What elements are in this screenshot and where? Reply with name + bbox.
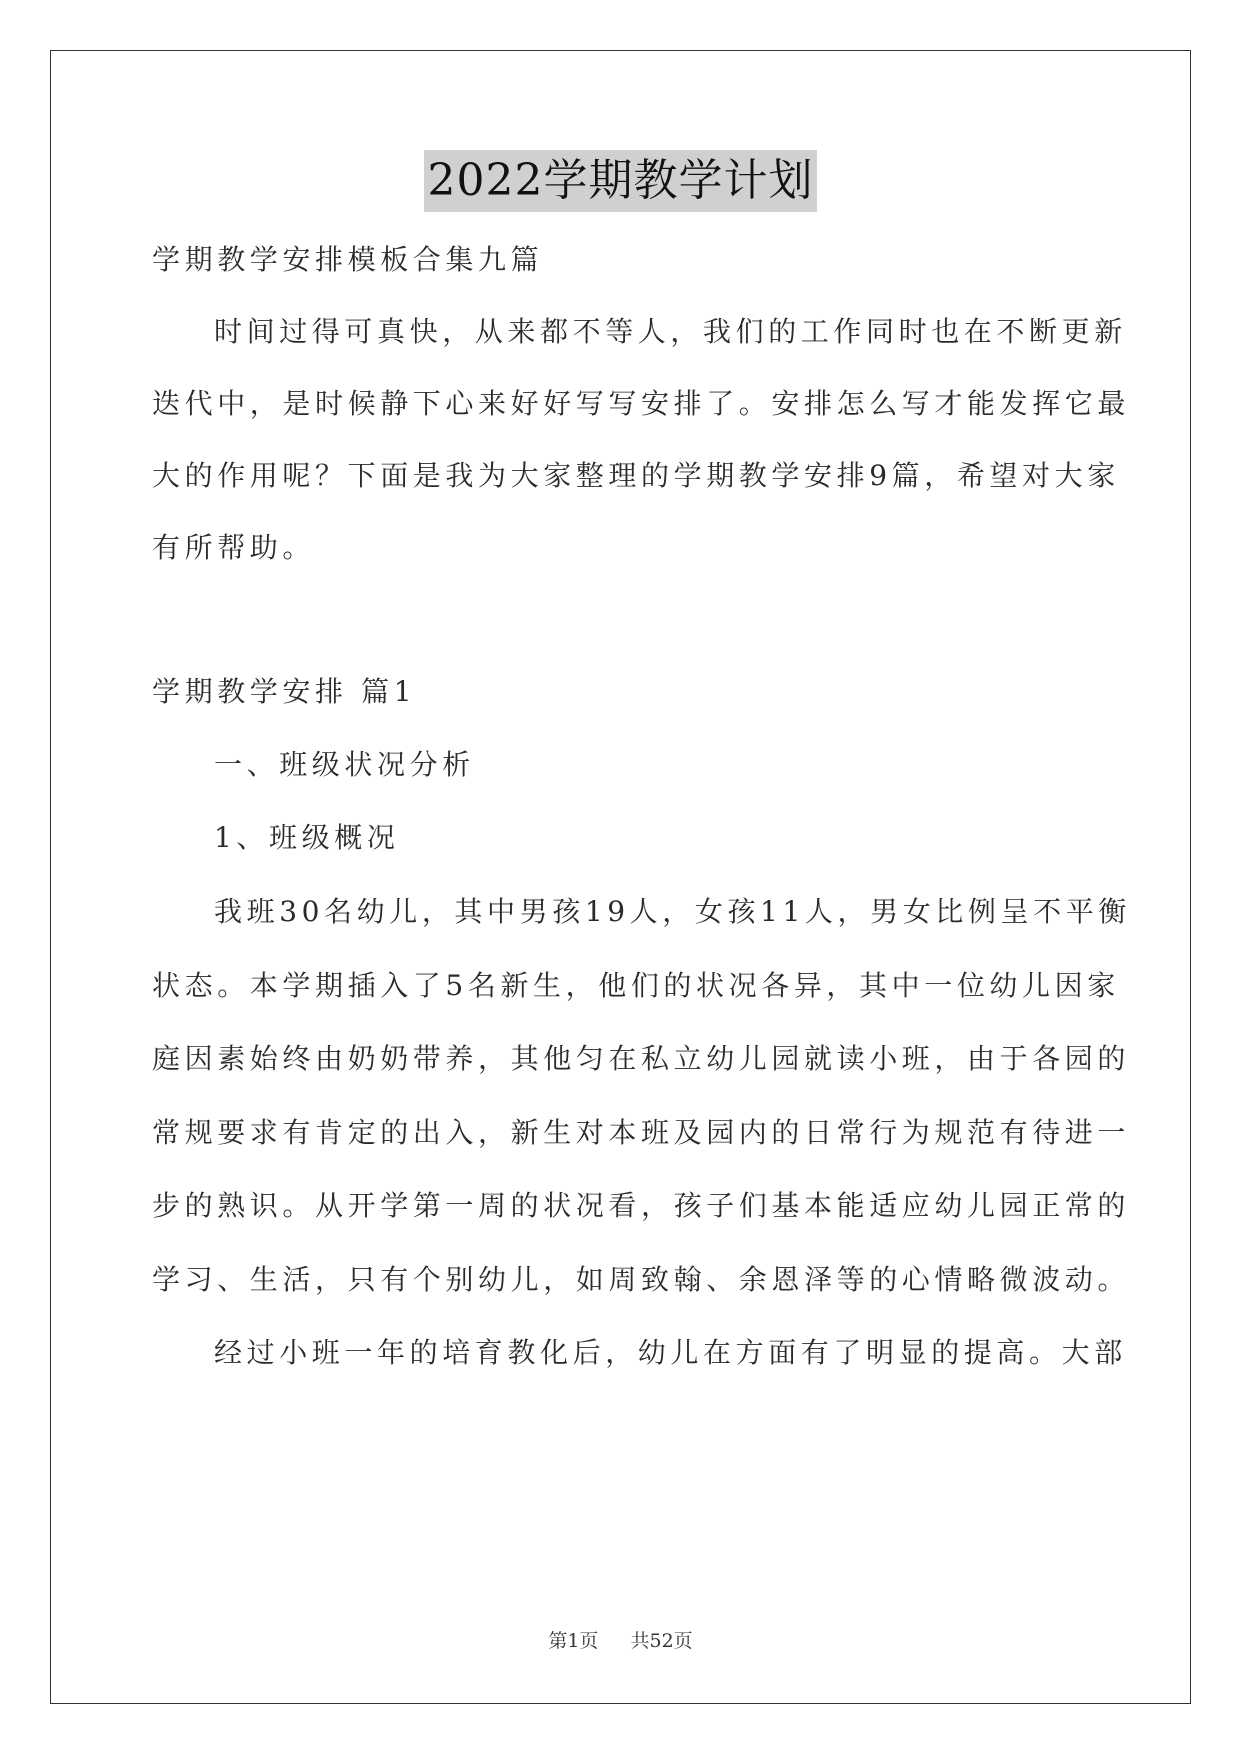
body-line: 庭因素始终由奶奶带养，其他匀在私立幼儿园就读小班，由于各园的 [152,1042,1131,1075]
page-total: 共52页 [630,1630,693,1652]
body-line: 常规要求有肯定的出入，新生对本班及园内的日常行为规范有待进一 [152,1116,1131,1149]
intro-line: 时间过得可真快，从来都不等人，我们的工作同时也在不断更新 [214,315,1127,348]
page-footer [0,1628,1241,1654]
intro-line: 有所帮助。 [152,531,316,564]
page-border [50,50,1191,1704]
sub-heading: 1、班级概况 [214,821,400,854]
body-line-last: 经过小班一年的培育教化后，幼儿在方面有了明显的提高。大部 [214,1336,1127,1369]
intro-line: 迭代中，是时候静下心来好好写写安排了。安排怎么写才能发挥它最 [152,387,1131,420]
section-heading: 学期教学安排 篇1 [152,675,417,708]
document-subtitle: 学期教学安排模板合集九篇 [152,243,544,276]
document-title: 2022学期教学计划 [424,150,818,212]
body-line: 状态。本学期插入了5名新生，他们的状况各异，其中一位幼儿因家 [152,969,1120,1002]
body-line: 我班30名幼儿，其中男孩19人，女孩11人，男女比例呈不平衡 [214,895,1131,928]
title-container [0,150,1241,212]
body-line: 学习、生活，只有个别幼儿，如周致翰、余恩泽等的心情略微波动。 [152,1263,1131,1296]
intro-line: 大的作用呢？下面是我为大家整理的学期教学安排9篇，希望对大家 [152,459,1120,492]
part-heading: 一、班级状况分析 [214,748,475,781]
page-number: 第1页 [548,1630,599,1652]
body-line: 步的熟识。从开学第一周的状况看，孩子们基本能适应幼儿园正常的 [152,1189,1131,1222]
